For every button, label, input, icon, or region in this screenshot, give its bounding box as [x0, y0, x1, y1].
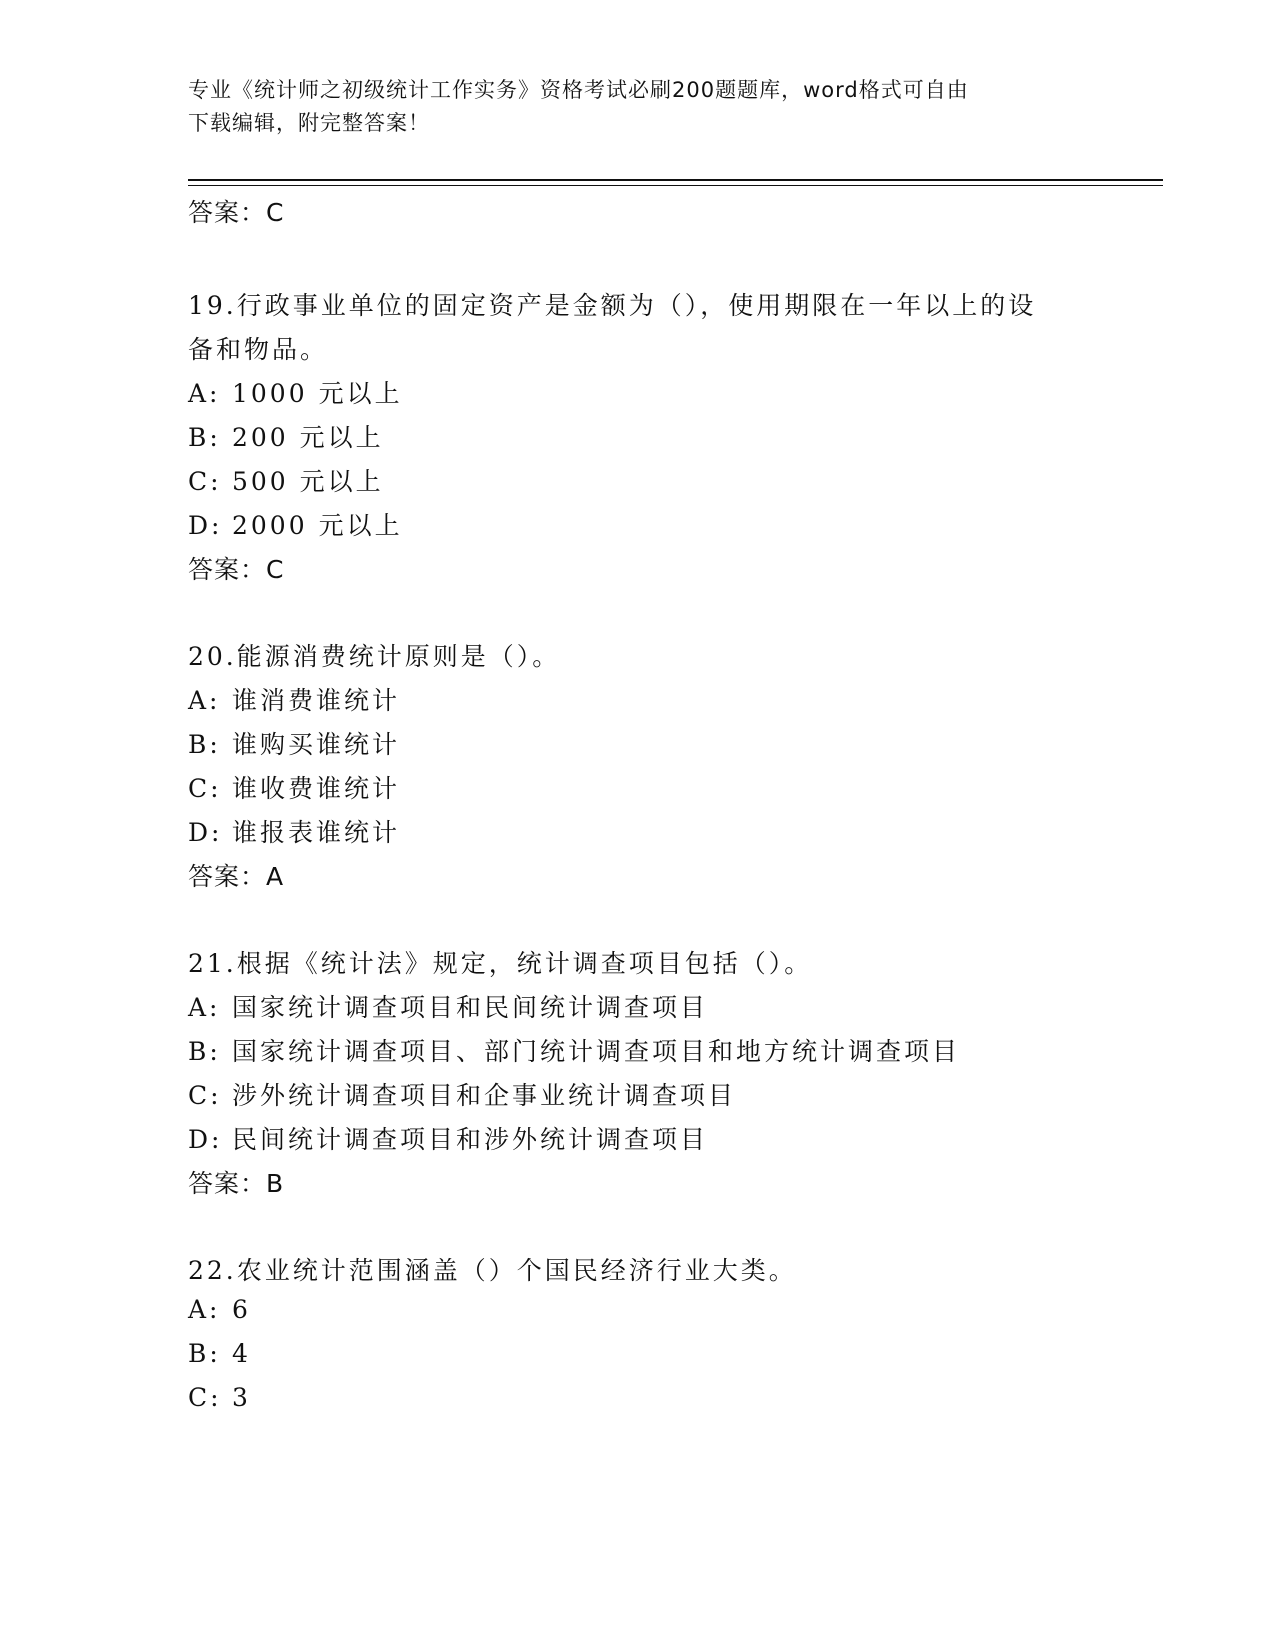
question-text: 能源消费统计原则是（）。	[236, 642, 561, 671]
option-letter: B:	[188, 423, 221, 452]
option-text: 民间统计调查项目和涉外统计调查项目	[232, 1125, 709, 1154]
option-letter: A:	[188, 1295, 221, 1324]
option-letter: B:	[188, 1037, 221, 1066]
option-text: 谁报表谁统计	[232, 818, 401, 847]
option-letter: A:	[188, 379, 221, 408]
option-text: 谁购买谁统计	[232, 730, 401, 759]
question-text: 行政事业单位的固定资产是金额为（），使用期限在一年以上的设	[236, 291, 1037, 320]
header-divider-thin	[188, 185, 1163, 186]
question-text: 根据《统计法》规定，统计调查项目包括（）。	[236, 949, 813, 978]
question-21-option-b	[188, 1032, 960, 1068]
question-22-stem	[188, 1251, 797, 1287]
option-letter: C:	[188, 467, 222, 496]
option-text: 谁收费谁统计	[232, 774, 401, 803]
question-20-option-c	[188, 769, 400, 805]
question-19-stem	[188, 286, 1036, 322]
question-20-option-a	[188, 681, 400, 717]
option-letter: A:	[188, 686, 221, 715]
previous-answer: 答案：C	[188, 198, 285, 227]
option-letter: C:	[188, 1081, 222, 1110]
question-21-option-c	[188, 1076, 736, 1112]
header-line-2: 下载编辑，附完整答案！	[188, 111, 430, 135]
option-text: 2000 元以上	[232, 511, 403, 540]
question-number: 19.	[188, 291, 237, 320]
question-20-stem	[188, 637, 560, 673]
question-19-option-c	[188, 462, 384, 498]
question-19-option-a	[188, 374, 403, 410]
question-22-option-c	[188, 1383, 251, 1412]
question-20-answer: 答案：A	[188, 862, 285, 891]
question-number: 21.	[188, 949, 237, 978]
question-21-answer: 答案：B	[188, 1169, 285, 1198]
option-letter: D:	[188, 1125, 223, 1154]
question-22-option-a	[188, 1295, 251, 1324]
question-21-option-a	[188, 988, 708, 1024]
header-line-1: 专业《统计师之初级统计工作实务》资格考试必刷200题题库，word格式可自由	[188, 78, 969, 102]
option-letter: B:	[188, 730, 221, 759]
question-19-stem-cont: 备和物品。	[188, 335, 329, 364]
option-text: 1000 元以上	[232, 379, 403, 408]
question-22-option-b	[188, 1339, 251, 1368]
question-20-option-b	[188, 725, 400, 761]
question-text: 农业统计范围涵盖（）个国民经济行业大类。	[236, 1256, 797, 1285]
option-letter: A:	[188, 993, 221, 1022]
option-text: 涉外统计调查项目和企事业统计调查项目	[232, 1081, 737, 1110]
header-divider	[188, 179, 1163, 181]
option-text: 谁消费谁统计	[232, 686, 401, 715]
question-21-stem	[188, 944, 812, 980]
question-number: 22.	[188, 1256, 237, 1285]
option-text: 4	[232, 1339, 251, 1368]
option-letter: D:	[188, 818, 223, 847]
question-20-option-d	[188, 813, 400, 849]
question-19-answer: 答案：C	[188, 555, 285, 584]
option-letter: B:	[188, 1339, 221, 1368]
option-text: 200 元以上	[232, 423, 384, 452]
option-text: 国家统计调查项目、部门统计调查项目和地方统计调查项目	[232, 1037, 961, 1066]
option-letter: C:	[188, 774, 222, 803]
document-header	[188, 74, 1088, 140]
option-text: 6	[232, 1295, 251, 1324]
question-19-option-b	[188, 418, 384, 454]
option-text: 500 元以上	[232, 467, 384, 496]
option-letter: D:	[188, 511, 223, 540]
question-number: 20.	[188, 642, 237, 671]
option-text: 3	[232, 1383, 251, 1412]
question-19-option-d	[188, 506, 403, 542]
option-letter: C:	[188, 1383, 222, 1412]
option-text: 国家统计调查项目和民间统计调查项目	[232, 993, 709, 1022]
question-21-option-d	[188, 1120, 708, 1156]
